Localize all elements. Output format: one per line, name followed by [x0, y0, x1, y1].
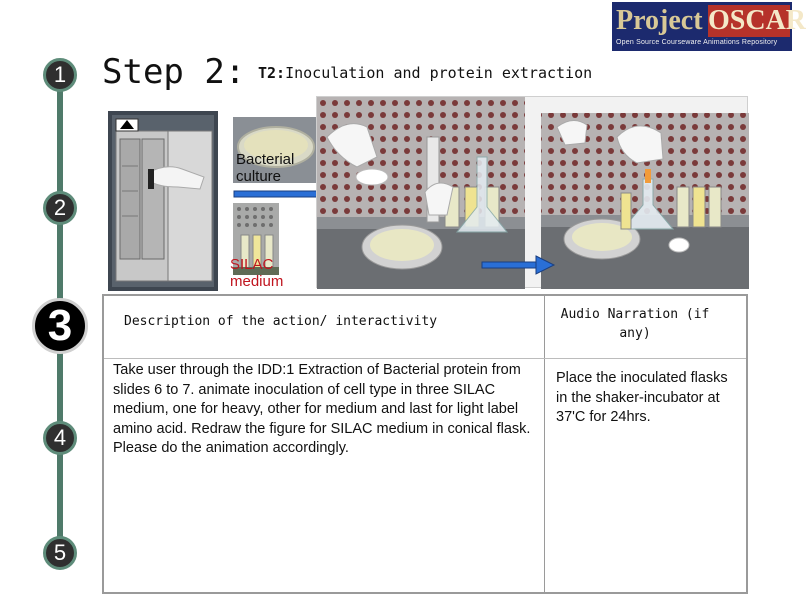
- step-2-indicator[interactable]: 2: [43, 191, 77, 225]
- table-column-divider: [544, 296, 545, 592]
- logo-tagline: Open Source Courseware Animations Repository: [616, 39, 778, 46]
- table-header-divider: [104, 358, 746, 359]
- project-oscar-logo: [612, 2, 806, 51]
- step-title: Step 2:: [102, 52, 246, 92]
- label-silac-medium: SILAC medium: [230, 256, 284, 290]
- task-title: [258, 64, 592, 82]
- table-header-narration: Audio Narration (if any): [560, 307, 710, 341]
- table-header-description: Description of the action/ interactivity: [124, 314, 438, 329]
- arrow-right-icon-2: [482, 256, 554, 274]
- step-4-indicator[interactable]: 4: [43, 421, 77, 455]
- label-bacterial-culture: Bacterial culture: [236, 151, 295, 185]
- task-name: Inoculation and protein extraction: [285, 64, 593, 82]
- step-5-indicator[interactable]: 5: [43, 536, 77, 570]
- step-3-indicator-current[interactable]: 3: [32, 298, 88, 354]
- logo-word-project: Project: [616, 5, 703, 36]
- logo-word-oscar: OSCAR: [708, 5, 806, 36]
- task-code: T2:: [258, 64, 286, 82]
- narration-text: Place the inoculated flasks in the shaker-incubator at 37'C for 24hrs.: [556, 370, 728, 425]
- description-text: Take user through the IDD:1 Extraction of Bacterial protein from slides 6 to 7. animate inoculation of cell type in three SILAC medium, one for heavy, other for medium and last for light label amino acid. Redraw the figure for SILAC medium in conical flask. Please do the animation accordingly.: [113, 362, 531, 456]
- step-1-indicator[interactable]: 1: [43, 58, 77, 92]
- incubator-image: [108, 111, 218, 291]
